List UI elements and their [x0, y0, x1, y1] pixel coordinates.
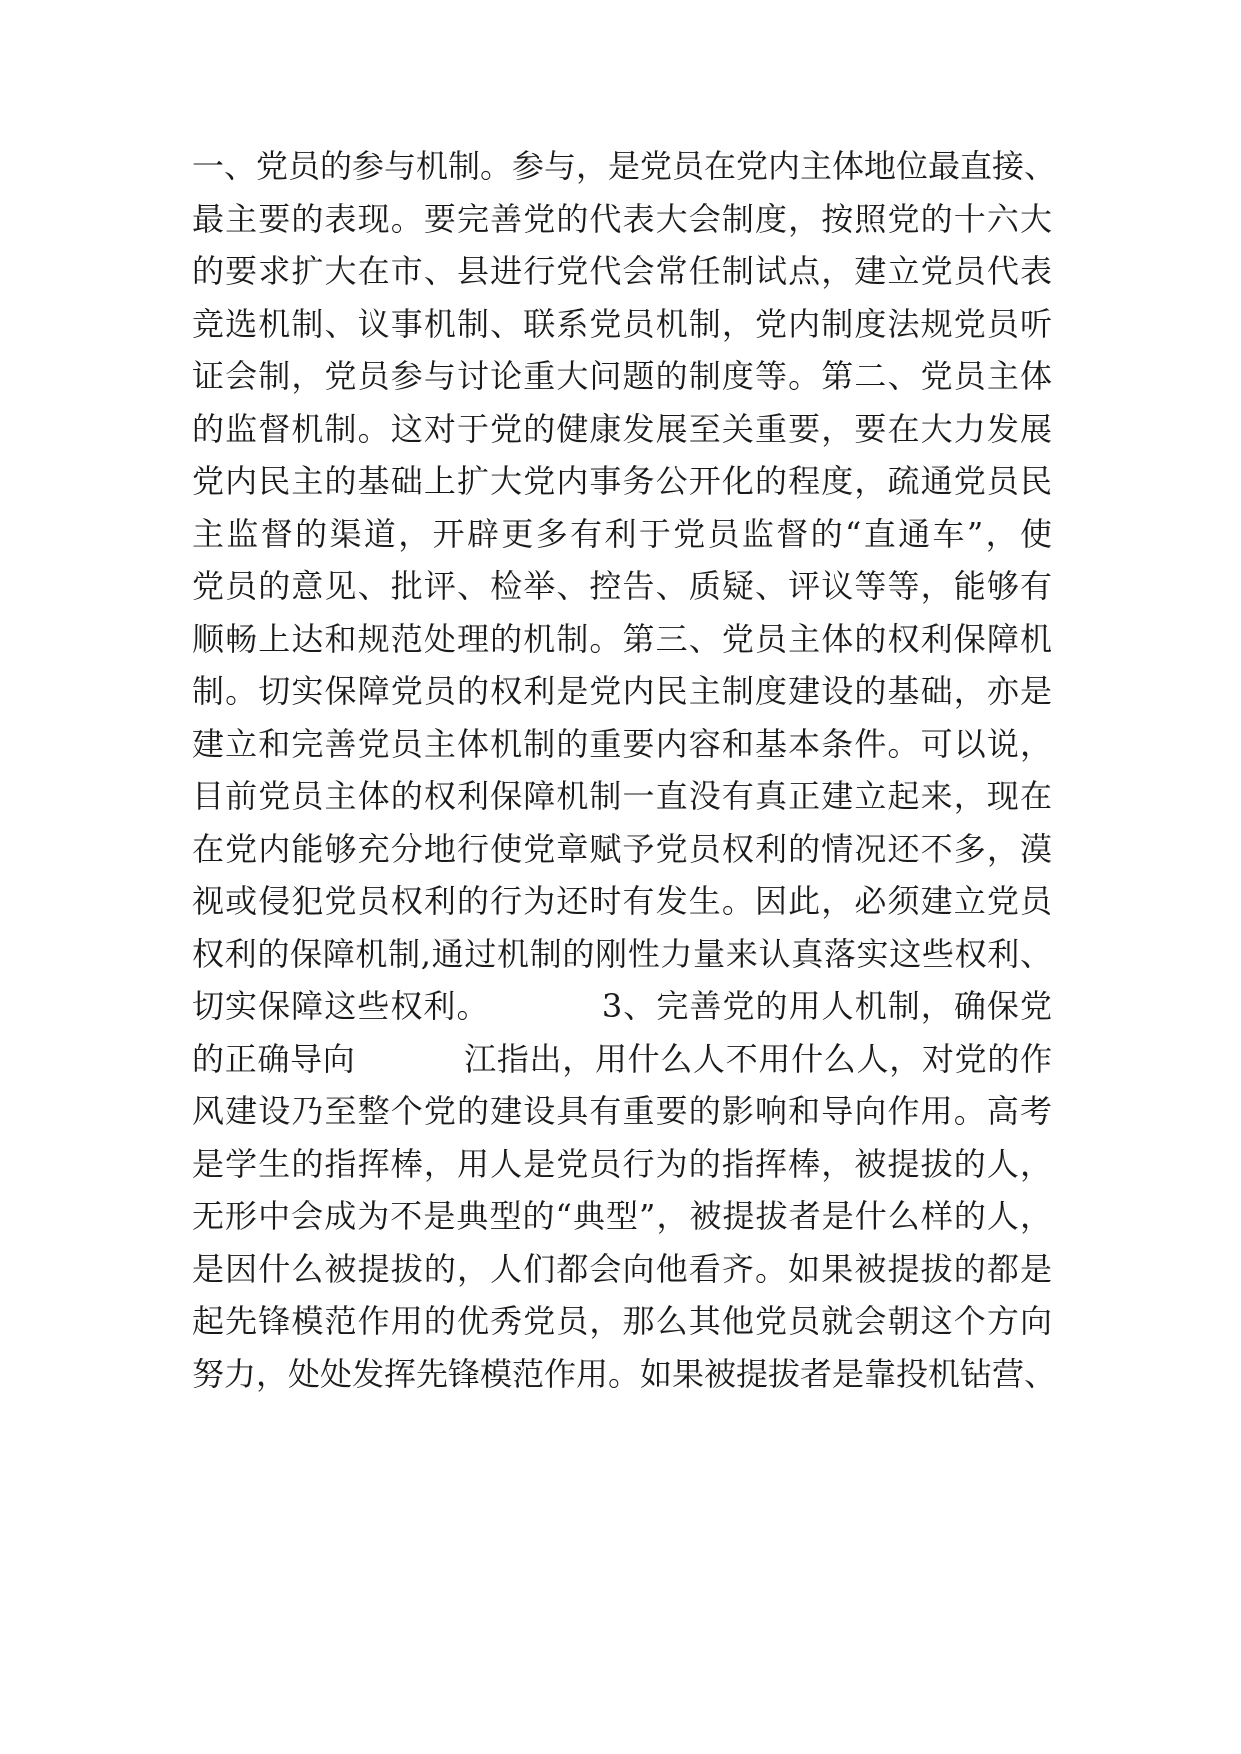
text-line: 起先锋模范作用的优秀党员，那么其他党员就会朝这个方向: [192, 1302, 1052, 1340]
text-line: 的要求扩大在市、县进行党代会常任制试点，建立党员代表: [192, 252, 1052, 290]
text-line: 视或侵犯党员权利的行为还时有发生。因此，必须建立党员: [192, 882, 1052, 920]
text-line: 党内民主的基础上扩大党内事务公开化的程度，疏通党员民: [192, 462, 1052, 500]
text-line: 的监督机制。这对于党的健康发展至关重要，要在大力发展: [192, 409, 1052, 448]
text-line: 在党内能够充分地行使党章赋予党员权利的情况还不多，漠: [192, 829, 1052, 868]
text-line: 一、党员的参与机制。参与，是党员在党内主体地位最直接、: [192, 147, 1057, 185]
body-paragraph: [192, 140, 1057, 1400]
text-line: 目前党员主体的权利保障机制一直没有真正建立起来，现在: [192, 777, 1052, 815]
text-line: 切实保障这些权利。 3、完善党的用人机制，确保党: [192, 987, 1052, 1025]
text-line: 证会制，党员参与讨论重大问题的制度等。第二、党员主体: [192, 357, 1052, 395]
text-line: 风建设乃至整个党的建设具有重要的影响和导向作用。高考: [192, 1092, 1052, 1130]
text-line: 是因什么被提拔的，人们都会向他看齐。如果被提拔的都是: [192, 1249, 1052, 1288]
text-line: 努力，处处发挥先锋模范作用。如果被提拔者是靠投机钻营、: [192, 1354, 1057, 1393]
text-line: 无形中会成为不是典型的“典型”，被提拔者是什么样的人，: [192, 1197, 1052, 1235]
text-line: 的正确导向 江指出，用什么人不用什么人，对党的作: [192, 1039, 1052, 1078]
text-line: 竞选机制、议事机制、联系党员机制，党内制度法规党员听: [192, 304, 1052, 343]
text-line: 最主要的表现。要完善党的代表大会制度，按照党的十六大: [192, 199, 1052, 238]
text-line: 权利的保障机制,通过机制的刚性力量来认真落实这些权利、: [192, 934, 1052, 973]
text-line: 制。切实保障党员的权利是党内民主制度建设的基础，亦是: [192, 672, 1052, 710]
text-line: 党员的意见、批评、检举、控告、质疑、评议等等，能够有: [192, 567, 1052, 605]
text-line: 主监督的渠道，开辟更多有利于党员监督的“直通车”，使: [192, 514, 1052, 553]
text-line: 建立和完善党员主体机制的重要内容和基本条件。可以说，: [192, 724, 1052, 763]
text-line: 是学生的指挥棒，用人是党员行为的指挥棒，被提拔的人，: [192, 1144, 1052, 1183]
text-line: 顺畅上达和规范处理的机制。第三、党员主体的权利保障机: [192, 619, 1052, 658]
